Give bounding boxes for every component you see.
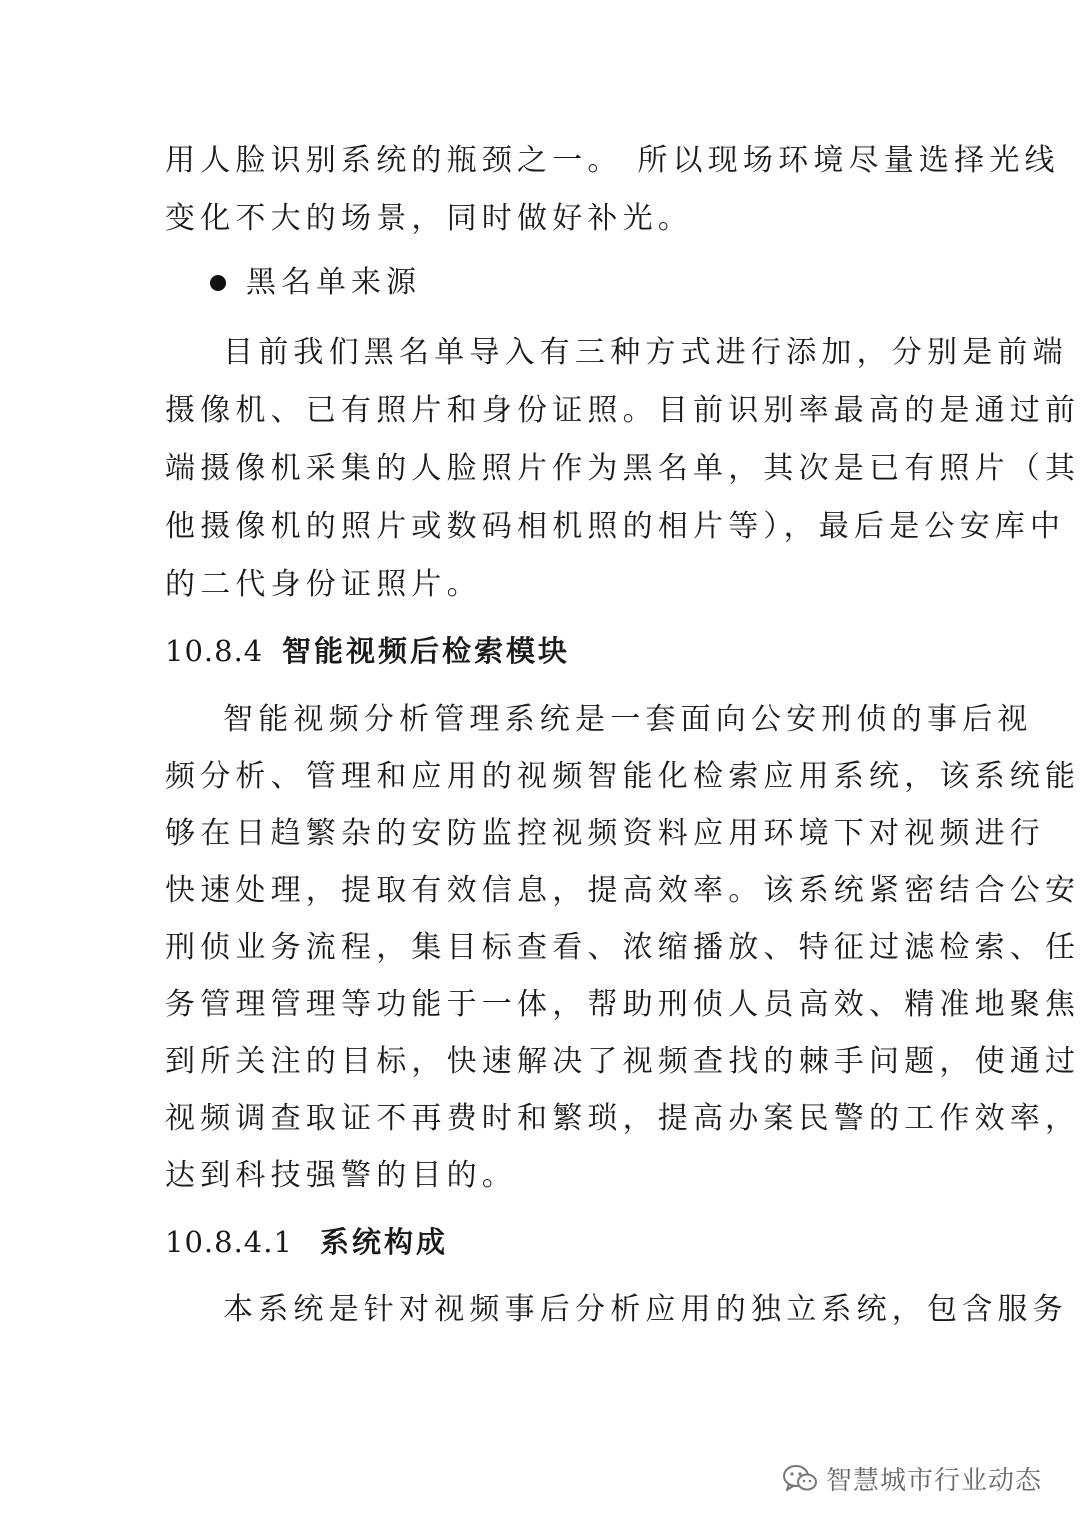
paragraph-line: 的二代身份证照片。 <box>165 567 482 602</box>
paragraph-line: 智能视频分析管理系统是一套面向公安刑侦的事后视 <box>223 702 1033 737</box>
section-heading <box>165 1222 448 1262</box>
wechat-icon <box>782 1464 818 1494</box>
section-title: 智能视频后检索模块 <box>282 634 571 668</box>
watermark <box>782 1460 1042 1497</box>
paragraph-line: 刑侦业务流程，集目标查看、浓缩播放、特征过滤检索、任 <box>165 930 1080 965</box>
paragraph-line: 够在日趋繁杂的安防监控视频资料应用环境下对视频进行 <box>165 816 1045 851</box>
paragraph-line: 摄像机、已有照片和身份证照。目前识别率最高的是通过前 <box>165 393 1080 428</box>
bullet-dot-icon <box>210 275 226 291</box>
paragraph-line: 他摄像机的照片或数码相机照的相片等），最后是公安库中 <box>165 509 1066 544</box>
paragraph-line: 目前我们黑名单导入有三种方式进行添加，分别是前端 <box>223 335 1068 370</box>
paragraph-line: 务管理管理等功能于一体，帮助刑侦人员高效、精准地聚焦 <box>165 987 1080 1022</box>
bullet-text: 黑名单来源 <box>246 265 421 300</box>
section-number: 10.8.4.1 <box>165 1225 293 1259</box>
paragraph-line: 频分析、管理和应用的视频智能化检索应用系统，该系统能 <box>165 759 1080 794</box>
watermark-text: 智慧城市行业动态 <box>825 1466 1042 1496</box>
paragraph-line: 视频调查取证不再费时和繁琐，提高办案民警的工作效率， <box>165 1101 1080 1136</box>
paragraph-line: 变化不大的场景，同时做好补光。 <box>165 201 693 236</box>
paragraph-line: 到所关注的目标，快速解决了视频查找的棘手问题，使通过 <box>165 1044 1080 1079</box>
paragraph-line: 本系统是针对视频事后分析应用的独立系统，包含服务 <box>223 1292 1068 1327</box>
section-heading <box>165 631 570 671</box>
paragraph-line: 端摄像机采集的人脸照片作为黑名单，其次是已有照片（其 <box>165 451 1080 486</box>
bullet-item <box>210 263 421 303</box>
section-title: 系统构成 <box>320 1225 449 1259</box>
paragraph-line: 快速处理，提取有效信息，提高效率。该系统紧密结合公安 <box>165 873 1080 908</box>
section-number: 10.8.4 <box>165 634 264 668</box>
paragraph-line: 用人脸识别系统的瓶颈之一。 所以现场环境尽量选择光线 <box>165 143 1060 178</box>
paragraph-line: 达到科技强警的目的。 <box>165 1158 517 1193</box>
